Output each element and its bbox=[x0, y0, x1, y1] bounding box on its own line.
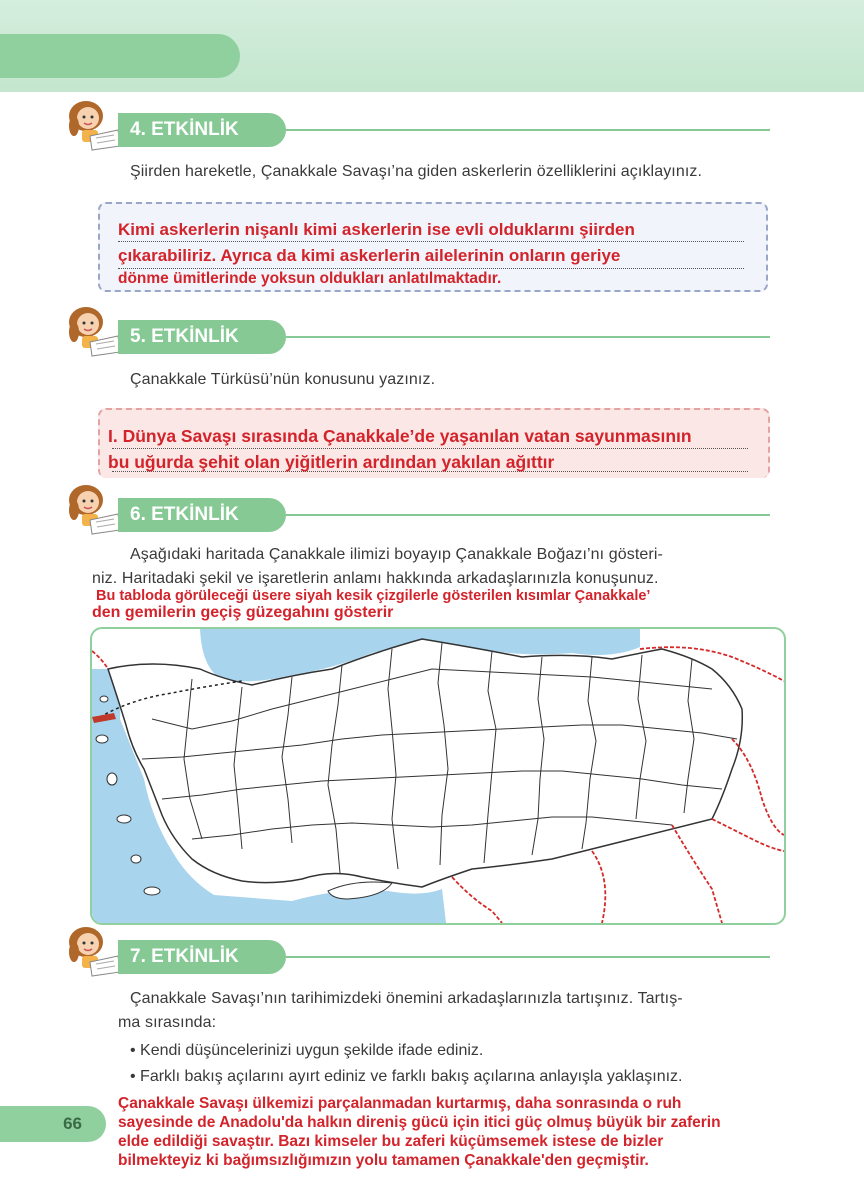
activity-6-answer-line-2: den gemilerin geçiş güzegahını gösterir bbox=[92, 604, 394, 621]
turkey-outline bbox=[108, 639, 742, 887]
girl-reading-icon bbox=[62, 302, 124, 358]
activity-7-answer-line-4: bilmekteyiz ki bağımsızlığımızın yolu tamamen Çanakkale'den geçmiştir. bbox=[118, 1152, 649, 1169]
activity-5-answer-line-2: bu uğurda şehit olan yiğitlerin ardından yakılan ağıttır bbox=[108, 452, 555, 472]
writing-line bbox=[118, 268, 744, 269]
activity-7-prompt-line-1: Çanakkale Savaşı’nın tarihimizdeki önemini arkadaşlarınızla tartışınız. Tartış- bbox=[130, 990, 683, 1007]
activity-5-prompt: Çanakkale Türküsü’nün konusunu yazınız. bbox=[130, 371, 436, 388]
section-title-6: 6. ETKİNLİK bbox=[118, 498, 286, 532]
section-divider bbox=[286, 514, 770, 516]
activity-6-prompt-line-1: Aşağıdaki haritada Çanakkale ilimizi boyayıp Çanakkale Boğazı’nı gösteri- bbox=[130, 546, 663, 563]
section-divider bbox=[286, 129, 770, 131]
girl-reading-icon bbox=[62, 480, 124, 536]
activity-7-answer-line-1: Çanakkale Savaşı ülkemizi parçalanmadan kurtarmış, daha sonrasında o ruh bbox=[118, 1095, 682, 1112]
girl-reading-icon bbox=[62, 922, 124, 978]
girl-reading-icon bbox=[62, 96, 124, 152]
section-title-5: 5. ETKİNLİK bbox=[118, 320, 286, 354]
activity-5-answer-line-1: I. Dünya Savaşı sırasında Çanakkale’de yaşanılan vatan sayunmasının bbox=[108, 426, 692, 446]
activity-7-answer bbox=[118, 1094, 858, 1170]
turkey-map bbox=[90, 627, 786, 925]
activity-6-prompt-line-2: niz. Haritadaki şekil ve işaretlerin anlamı hakkında arkadaşlarınızla konuşunuz. bbox=[92, 570, 659, 587]
activity-6-answer-line-1: Bu tabloda görüleceği üsere siyah kesik çizgilerle gösterilen kısımlar Çanakkale’ bbox=[96, 588, 651, 604]
bullet-text: Kendi düşüncelerinizi uygun şekilde ifade ediniz. bbox=[140, 1042, 484, 1059]
header-tab bbox=[0, 34, 240, 78]
bullet-text: Farklı bakış açılarını ayırt ediniz ve farklı bakış açılarına anlayışla yaklaşınız. bbox=[140, 1068, 683, 1085]
activity-4-answer-line-2: çıkarabiliriz. Ayrıca da kimi askerlerin ailelerinin onların geriye bbox=[118, 246, 621, 265]
activity-4-answer-line-3: dönme ümitlerinde yoksun oldukları anlatılmaktadır. bbox=[118, 270, 502, 287]
section-title-7: 7. ETKİNLİK bbox=[118, 940, 286, 974]
writing-line bbox=[112, 448, 748, 449]
section-divider bbox=[286, 956, 770, 958]
bullet-item: • Farklı bakış açılarını ayırt ediniz ve farklı bakış açılarına anlayışla yaklaşınız. bbox=[130, 1068, 683, 1085]
writing-line bbox=[118, 241, 744, 242]
activity-7-prompt-line-2: ma sırasında: bbox=[118, 1014, 217, 1031]
section-divider bbox=[286, 336, 770, 338]
page-number: 66 bbox=[0, 1106, 106, 1142]
section-title-4: 4. ETKİNLİK bbox=[118, 113, 286, 147]
activity-7-answer-line-3: elde edildiği savaştır. Bazı kimseler bu zaferi küçümsemek istese de bizler bbox=[118, 1133, 664, 1150]
turkey-map-svg bbox=[92, 629, 784, 923]
activity-7-answer-line-2: sayesinde de Anadolu'da halkın direniş gücü için itici güç olmuş büyük bir zaferin bbox=[118, 1114, 721, 1131]
activity-4-prompt: Şiirden hareketle, Çanakkale Savaşı’na giden askerlerin özelliklerini açıklayınız. bbox=[130, 163, 703, 180]
bullet-item: • Kendi düşüncelerinizi uygun şekilde ifade ediniz. bbox=[130, 1042, 484, 1059]
activity-4-answer-line-1: Kimi askerlerin nişanlı kimi askerlerin ise evli olduklarını şiirden bbox=[118, 220, 635, 239]
